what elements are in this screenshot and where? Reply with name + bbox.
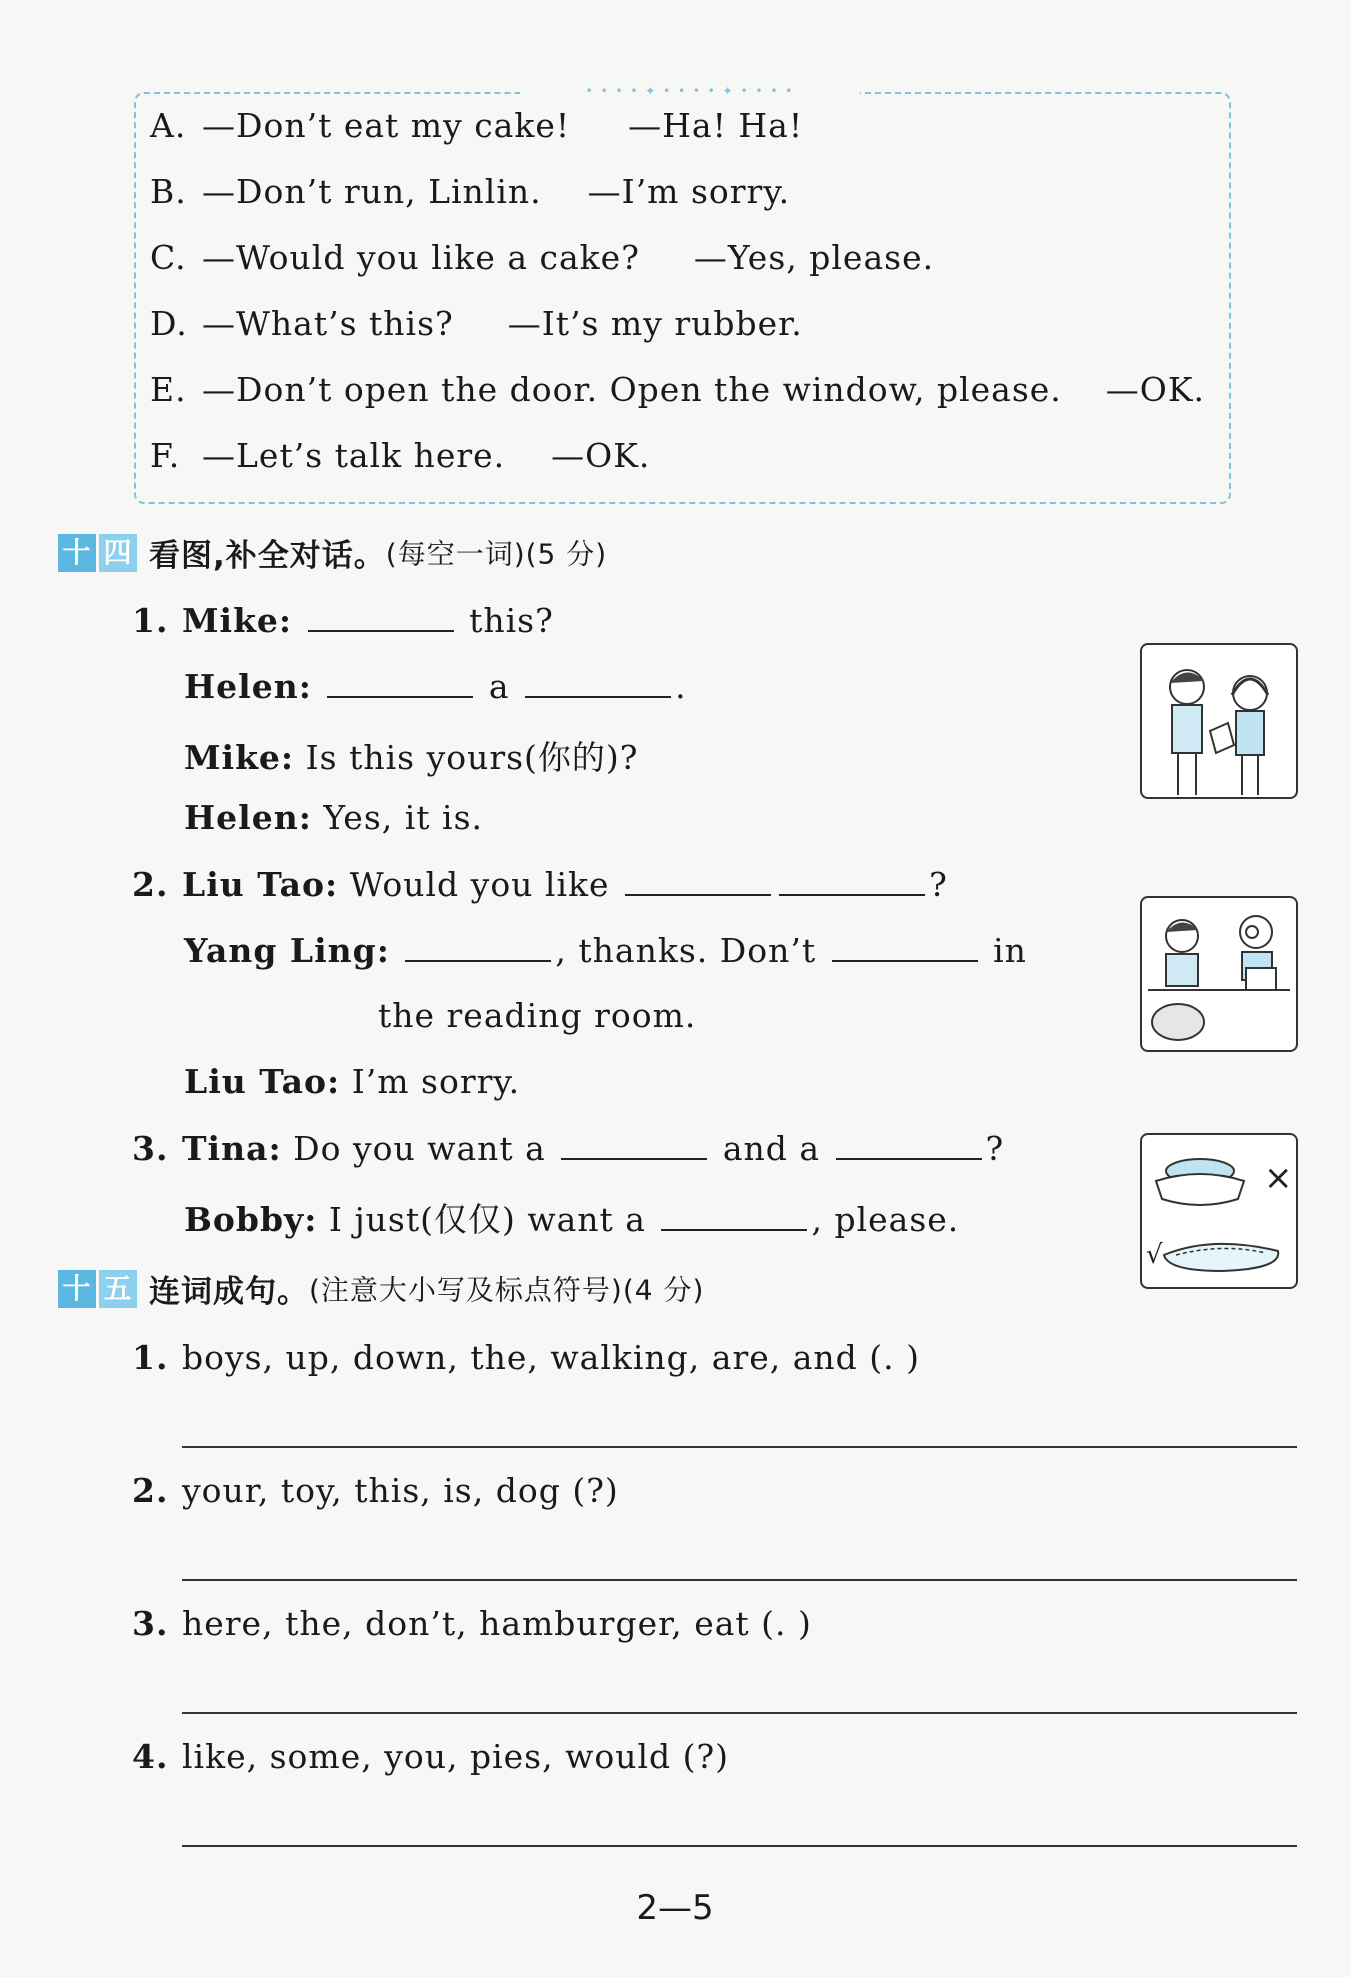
dialog-text: a xyxy=(488,667,510,706)
answer-line[interactable] xyxy=(182,1712,1297,1714)
option-letter: A. xyxy=(150,106,187,145)
badge-char: 十 xyxy=(58,534,96,572)
s15-item-4 xyxy=(132,1737,729,1776)
answer-blank[interactable] xyxy=(836,1128,982,1160)
speaker: Mike: xyxy=(182,601,293,640)
question-number: 1. xyxy=(132,1338,169,1377)
speaker: Liu Tao: xyxy=(184,1062,341,1101)
q14-2-line-1 xyxy=(132,864,948,904)
badge-char: 四 xyxy=(99,534,137,572)
answer-line[interactable] xyxy=(182,1579,1297,1581)
dialog-text: , thanks. Don’t xyxy=(555,931,817,970)
answer-blank[interactable] xyxy=(661,1199,807,1231)
badge-char: 五 xyxy=(99,1270,137,1308)
option-question: —Would you like a cake? xyxy=(202,238,640,277)
speaker: Liu Tao: xyxy=(182,865,339,904)
option-question: —Let’s talk here. xyxy=(202,436,506,475)
dialog-text: . xyxy=(675,667,687,706)
dialog-text: this? xyxy=(469,601,554,640)
dialog-text: Would you like xyxy=(349,865,610,904)
cake-pie-illustration xyxy=(1142,1135,1296,1287)
answer-blank[interactable] xyxy=(832,930,978,962)
answer-blank[interactable] xyxy=(561,1128,707,1160)
picture-cake-pie xyxy=(1140,1133,1298,1289)
question-number: 2. xyxy=(132,865,169,904)
answer-line[interactable] xyxy=(182,1446,1297,1448)
dialog-text: Is this yours(你的)? xyxy=(305,738,639,777)
section-14-header xyxy=(58,530,607,575)
cross-mark: × xyxy=(1264,1158,1293,1198)
option-question: —Don’t run, Linlin. xyxy=(202,172,542,211)
answer-blank[interactable] xyxy=(405,930,551,962)
dialog-text: Do you want a xyxy=(293,1129,546,1168)
option-a xyxy=(150,106,803,145)
dialog-text: and a xyxy=(722,1129,821,1168)
option-f xyxy=(150,436,650,475)
section-title: 看图,补全对话。 xyxy=(149,538,386,574)
option-b xyxy=(150,172,790,211)
speaker: Helen: xyxy=(184,667,312,706)
s15-item-3 xyxy=(132,1604,812,1643)
q14-1-line-2 xyxy=(184,666,687,706)
section-title: 连词成句。 xyxy=(149,1274,309,1310)
option-question: —What’s this? xyxy=(202,304,454,343)
question-number: 3. xyxy=(132,1129,169,1168)
answer-blank[interactable] xyxy=(779,864,925,896)
option-letter: E. xyxy=(150,370,187,409)
option-d xyxy=(150,304,803,343)
option-letter: F. xyxy=(150,436,181,475)
question-number: 3. xyxy=(132,1604,169,1643)
word-list: your, toy, this, is, dog (?) xyxy=(182,1471,619,1510)
page-number: 2—5 xyxy=(636,1888,714,1928)
option-letter: D. xyxy=(150,304,188,343)
q14-2-line-3 xyxy=(378,996,696,1035)
dialog-text: ? xyxy=(985,1129,1005,1168)
option-answer: —OK. xyxy=(551,436,651,475)
option-answer: —Ha! Ha! xyxy=(628,106,804,145)
q14-2-line-2 xyxy=(184,930,1027,970)
speaker: Tina: xyxy=(182,1129,282,1168)
word-list: like, some, you, pies, would (?) xyxy=(182,1737,730,1776)
dialog-text: , please. xyxy=(811,1200,960,1239)
dialog-text: ? xyxy=(929,865,948,904)
q14-1-line-1 xyxy=(132,600,554,640)
option-e xyxy=(150,370,1205,409)
badge-char: 十 xyxy=(58,1270,96,1308)
question-number: 1. xyxy=(132,601,169,640)
answer-blank[interactable] xyxy=(308,600,454,632)
q14-3-line-2 xyxy=(184,1194,959,1241)
dialog-text: Yes, it is. xyxy=(323,798,484,837)
option-letter: C. xyxy=(150,238,187,277)
option-answer: —OK. xyxy=(1105,370,1205,409)
box-ornament: • • • • ✦ • • • • ✦ • • • • xyxy=(520,80,860,102)
answer-blank[interactable] xyxy=(327,666,473,698)
section-badge xyxy=(58,1270,137,1308)
section-15-header xyxy=(58,1266,704,1311)
speaker: Mike: xyxy=(184,738,295,777)
answer-blank[interactable] xyxy=(625,864,771,896)
answer-blank[interactable] xyxy=(525,666,671,698)
option-question: —Don’t open the door. Open the window, please. xyxy=(202,370,1062,409)
picture-mike-helen xyxy=(1140,643,1298,799)
q14-2-line-4 xyxy=(184,1062,520,1101)
dialog-text: I’m sorry. xyxy=(351,1062,521,1101)
children-illustration xyxy=(1142,645,1296,797)
question-number: 2. xyxy=(132,1471,169,1510)
check-mark: √ xyxy=(1146,1240,1163,1270)
word-list: here, the, don’t, hamburger, eat (. ) xyxy=(182,1604,812,1643)
dialog-text: the reading room. xyxy=(378,996,697,1035)
speaker: Bobby: xyxy=(184,1200,318,1239)
picture-reading-room xyxy=(1140,896,1298,1052)
option-question: —Don’t eat my cake! xyxy=(202,106,571,145)
speaker: Yang Ling: xyxy=(184,931,390,970)
option-c xyxy=(150,238,934,277)
q14-1-line-3 xyxy=(184,732,638,779)
speaker: Helen: xyxy=(184,798,312,837)
q14-3-line-1 xyxy=(132,1128,1004,1168)
question-number: 4. xyxy=(132,1737,169,1776)
word-list: boys, up, down, the, walking, are, and (. ) xyxy=(182,1338,921,1377)
option-answer: —I’m sorry. xyxy=(587,172,791,211)
option-answer: —Yes, please. xyxy=(693,238,935,277)
s15-item-1 xyxy=(132,1338,920,1377)
answer-line[interactable] xyxy=(182,1845,1297,1847)
reading-room-illustration xyxy=(1142,898,1296,1050)
s15-item-2 xyxy=(132,1471,619,1510)
option-letter: B. xyxy=(150,172,187,211)
section-note: (每空一词)(5 分) xyxy=(385,537,608,571)
dialog-text: I just(仅仅) want a xyxy=(328,1200,646,1239)
option-answer: —It’s my rubber. xyxy=(507,304,803,343)
dialog-text: in xyxy=(993,931,1027,970)
section-note: (注意大小写及标点符号)(4 分) xyxy=(309,1273,705,1307)
q14-1-line-4 xyxy=(184,798,483,837)
section-badge xyxy=(58,534,137,572)
